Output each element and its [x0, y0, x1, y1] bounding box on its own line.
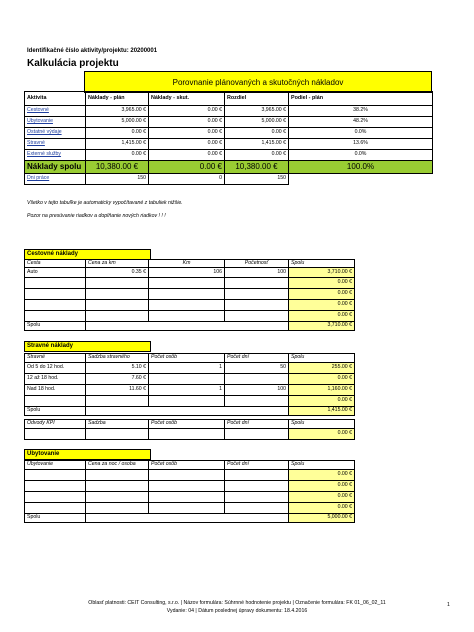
col-header: Počet osôb: [149, 461, 225, 470]
days-cell[interactable]: 50: [225, 363, 289, 374]
lodging-input-cell[interactable]: [149, 503, 225, 514]
difference-value: 0.00 €: [225, 128, 289, 139]
lodging-input-cell[interactable]: [25, 470, 86, 481]
col-header: Počet osôb: [149, 420, 225, 429]
kpi-table: [24, 419, 355, 440]
kpi-total-cell: 0.00 €: [289, 429, 355, 440]
note-warning: Pozor na presúvanie riadkov a doplňanie nových riadkov ! ! !: [27, 213, 166, 219]
empty-cell: [149, 322, 225, 331]
col-header: Cena za km: [86, 260, 149, 268]
kpi-input-cell[interactable]: [25, 429, 86, 440]
col-header: Cesta: [25, 260, 86, 268]
persons-cell[interactable]: 1: [149, 385, 225, 396]
lodging-input-cell[interactable]: [225, 481, 289, 492]
price-per-km-cell[interactable]: [86, 278, 149, 289]
row-total-cell: 0.00 €: [289, 492, 355, 503]
lodging-input-cell[interactable]: [25, 481, 86, 492]
actual-value: 0.00 €: [149, 128, 225, 139]
travel-mode-cell[interactable]: [25, 278, 86, 289]
lodging-input-cell[interactable]: [25, 492, 86, 503]
lodging-header-row: [25, 461, 355, 470]
row-total-cell: 255.00 €: [289, 363, 355, 374]
lodging-input-cell[interactable]: [86, 481, 149, 492]
empty-cell: [225, 407, 289, 416]
page-number: 1: [447, 602, 450, 608]
col-header: Spolu: [289, 461, 355, 470]
row-total-cell: 1,160.00 €: [289, 385, 355, 396]
lodging-input-cell[interactable]: [225, 470, 289, 481]
total-label: Spolu: [25, 407, 86, 416]
empty-cell: [225, 514, 289, 523]
footer-line-1: Oblasť platnosti: CEIT Consulting, s.r.o. | Názov formulára: Súhrnné hodnotenie projektu | Označenie formulára: FK 01_06_02_11: [88, 600, 386, 606]
section-title-lodging: Ubytovanie: [24, 449, 151, 460]
row-total-cell: 0.00 €: [289, 374, 355, 385]
plan-value: 3,965.00 €: [86, 106, 149, 117]
days-link[interactable]: Dni práce: [25, 174, 86, 185]
col-header: Km: [149, 260, 225, 268]
col-header: Odvody KPI: [25, 420, 86, 429]
meal-type-cell[interactable]: [25, 396, 86, 407]
kpi-header-row: [25, 420, 355, 429]
table-row: [25, 503, 355, 514]
km-cell[interactable]: 106: [149, 268, 225, 278]
row-total-cell: 0.00 €: [289, 311, 355, 322]
table-row: [25, 117, 433, 128]
actual-value: 0.00 €: [149, 150, 225, 161]
actual-value: 0.00 €: [149, 117, 225, 128]
project-id-label: Identifikačné číslo aktivity/projektu: 20200001: [27, 48, 158, 54]
table-row: [25, 492, 355, 503]
col-header: Spolu: [289, 420, 355, 429]
activity-link-meals[interactable]: Stravné: [25, 139, 86, 150]
table-row: [25, 385, 355, 396]
table-row: [25, 429, 355, 440]
km-cell[interactable]: [149, 311, 225, 322]
persons-cell[interactable]: 1: [149, 363, 225, 374]
km-cell[interactable]: [149, 300, 225, 311]
col-header-share: Podiel - plán: [289, 92, 433, 106]
frequency-cell[interactable]: [225, 278, 289, 289]
difference-value: 3,965.00 €: [225, 106, 289, 117]
section-title-meals: Stravné náklady: [24, 341, 151, 352]
table-row: [25, 139, 433, 150]
col-header: Počet dní: [225, 354, 289, 363]
actual-value: 0.00 €: [149, 139, 225, 150]
share-value: 13.6%: [289, 139, 433, 150]
days-plan: 150: [86, 174, 149, 185]
days-actual: 0: [149, 174, 225, 185]
total-plan: 10,380.00 €: [86, 161, 149, 174]
kpi-input-cell[interactable]: [225, 429, 289, 440]
table-row: [25, 278, 355, 289]
persons-cell[interactable]: [149, 396, 225, 407]
rate-cell[interactable]: 7.60 €: [86, 374, 149, 385]
travel-header-row: [25, 260, 355, 268]
col-header: Početnosť: [225, 260, 289, 268]
travel-mode-cell[interactable]: [25, 300, 86, 311]
lodging-input-cell[interactable]: [86, 503, 149, 514]
difference-value: 1,415.00 €: [225, 139, 289, 150]
price-per-km-cell[interactable]: 0.35 €: [86, 268, 149, 278]
rate-cell[interactable]: 5.10 €: [86, 363, 149, 374]
activity-link-lodging[interactable]: Ubytovanie: [25, 117, 86, 128]
days-cell[interactable]: [225, 396, 289, 407]
col-header: Spolu: [289, 260, 355, 268]
lodging-table: [24, 460, 355, 523]
km-cell[interactable]: [149, 278, 225, 289]
activity-link-other[interactable]: Ostatné výdaje: [25, 128, 86, 139]
total-actual: 0.00 €: [149, 161, 225, 174]
col-header: Spolu: [289, 354, 355, 363]
row-total-cell: 0.00 €: [289, 396, 355, 407]
kpi-input-cell[interactable]: [86, 429, 149, 440]
total-label: Spolu: [25, 322, 86, 331]
difference-value: 5,000.00 €: [225, 117, 289, 128]
col-header-activity: Aktivita: [25, 92, 86, 106]
lodging-input-cell[interactable]: [86, 470, 149, 481]
plan-value: 1,415.00 €: [86, 139, 149, 150]
km-cell[interactable]: [149, 289, 225, 300]
col-header: Stravné: [25, 354, 86, 363]
rate-cell[interactable]: [86, 396, 149, 407]
note-auto-calc: Všetko v tejto tabuľke je automaticky vypočítavané z tabuliek nižšie.: [27, 200, 183, 206]
travel-mode-cell[interactable]: [25, 289, 86, 300]
lodging-input-cell[interactable]: [86, 492, 149, 503]
travel-table: [24, 259, 355, 331]
days-row: [25, 174, 433, 185]
total-difference: 10,380.00 €: [225, 161, 289, 174]
table-row: [25, 363, 355, 374]
table-row: [25, 311, 355, 322]
lodging-input-cell[interactable]: [225, 503, 289, 514]
days-difference: 150: [225, 174, 289, 185]
summary-banner: Porovnanie plánovaných a skutočných nákladov: [84, 71, 432, 93]
empty-cell: [225, 322, 289, 331]
price-per-km-cell[interactable]: [86, 289, 149, 300]
plan-value: 0.00 €: [86, 150, 149, 161]
summary-header-row: [25, 92, 433, 106]
table-row: [25, 289, 355, 300]
empty-cell: [86, 514, 149, 523]
meal-type-cell[interactable]: 12 až 18 hod.: [25, 374, 86, 385]
table-row: [25, 150, 433, 161]
empty-cell: [86, 322, 149, 331]
empty-cell: [149, 514, 225, 523]
frequency-cell[interactable]: 100: [225, 268, 289, 278]
table-row: [25, 374, 355, 385]
difference-value: 0.00 €: [225, 150, 289, 161]
share-value: 38.2%: [289, 106, 433, 117]
activity-link-travel[interactable]: Cestovné: [25, 106, 86, 117]
price-per-km-cell[interactable]: [86, 311, 149, 322]
col-header-difference: Rozdiel: [225, 92, 289, 106]
row-total-cell: 0.00 €: [289, 278, 355, 289]
lodging-total-row: [25, 514, 355, 523]
col-header: Počet osôb: [149, 354, 225, 363]
lodging-input-cell[interactable]: [225, 492, 289, 503]
row-total-cell: 3,710.00 €: [289, 268, 355, 278]
frequency-cell[interactable]: [225, 300, 289, 311]
col-header: Ubytovanie: [25, 461, 86, 470]
page-title: Kalkulácia projektu: [27, 58, 119, 69]
footer-line-2: Vydanie: 04 | Dátum poslednej úpravy dokumentu: 18.4.2016: [166, 608, 308, 614]
travel-mode-cell[interactable]: [25, 311, 86, 322]
col-header-plan: Náklady - plán: [86, 92, 149, 106]
table-row: [25, 470, 355, 481]
days-cell[interactable]: 100: [225, 385, 289, 396]
total-label: Náklady spolu: [25, 161, 86, 174]
persons-cell[interactable]: [149, 374, 225, 385]
actual-value: 0.00 €: [149, 106, 225, 117]
table-row: [25, 128, 433, 139]
frequency-cell[interactable]: [225, 289, 289, 300]
row-total-cell: 0.00 €: [289, 503, 355, 514]
share-value: 0.0%: [289, 128, 433, 139]
meal-type-cell[interactable]: Od 5 do 12 hod.: [25, 363, 86, 374]
empty-cell: [149, 407, 225, 416]
section-total-cell: 1,415.00 €: [289, 407, 355, 416]
summary-table: [24, 91, 433, 185]
activity-link-external[interactable]: Externé služby: [25, 150, 86, 161]
lodging-input-cell[interactable]: [149, 492, 225, 503]
table-row: [25, 106, 433, 117]
col-header: Počet dní: [225, 420, 289, 429]
share-value: 0.0%: [289, 150, 433, 161]
table-row: [25, 481, 355, 492]
meals-total-row: [25, 407, 355, 416]
empty-cell: [289, 174, 433, 185]
meals-header-row: [25, 354, 355, 363]
days-cell[interactable]: [225, 374, 289, 385]
col-header-actual: Náklady - skut.: [149, 92, 225, 106]
price-per-km-cell[interactable]: [86, 300, 149, 311]
col-header: Sadzba stravného: [86, 354, 149, 363]
frequency-cell[interactable]: [225, 311, 289, 322]
empty-cell: [86, 407, 149, 416]
row-total-cell: 0.00 €: [289, 289, 355, 300]
col-header: Cena za noc / osoba: [86, 461, 149, 470]
row-total-cell: 0.00 €: [289, 300, 355, 311]
travel-total-row: [25, 322, 355, 331]
rate-cell[interactable]: 11.60 €: [86, 385, 149, 396]
col-header: Počet dní: [225, 461, 289, 470]
row-total-cell: 0.00 €: [289, 470, 355, 481]
lodging-input-cell[interactable]: [149, 481, 225, 492]
section-total-cell: 3,710.00 €: [289, 322, 355, 331]
total-share: 100.0%: [289, 161, 433, 174]
meals-table: [24, 353, 355, 416]
meal-type-cell[interactable]: Nad 18 hod.: [25, 385, 86, 396]
plan-value: 5,000.00 €: [86, 117, 149, 128]
kpi-input-cell[interactable]: [149, 429, 225, 440]
row-total-cell: 0.00 €: [289, 481, 355, 492]
table-row: [25, 300, 355, 311]
total-row: [25, 161, 433, 174]
travel-mode-cell[interactable]: Auto: [25, 268, 86, 278]
section-total-cell: 5,000.00 €: [289, 514, 355, 523]
col-header: Sadzba: [86, 420, 149, 429]
table-row: [25, 268, 355, 278]
section-title-travel: Cestovné náklady: [24, 249, 151, 260]
lodging-input-cell[interactable]: [25, 503, 86, 514]
total-label: Spolu: [25, 514, 86, 523]
share-value: 48.2%: [289, 117, 433, 128]
table-row: [25, 396, 355, 407]
plan-value: 0.00 €: [86, 128, 149, 139]
lodging-input-cell[interactable]: [149, 470, 225, 481]
